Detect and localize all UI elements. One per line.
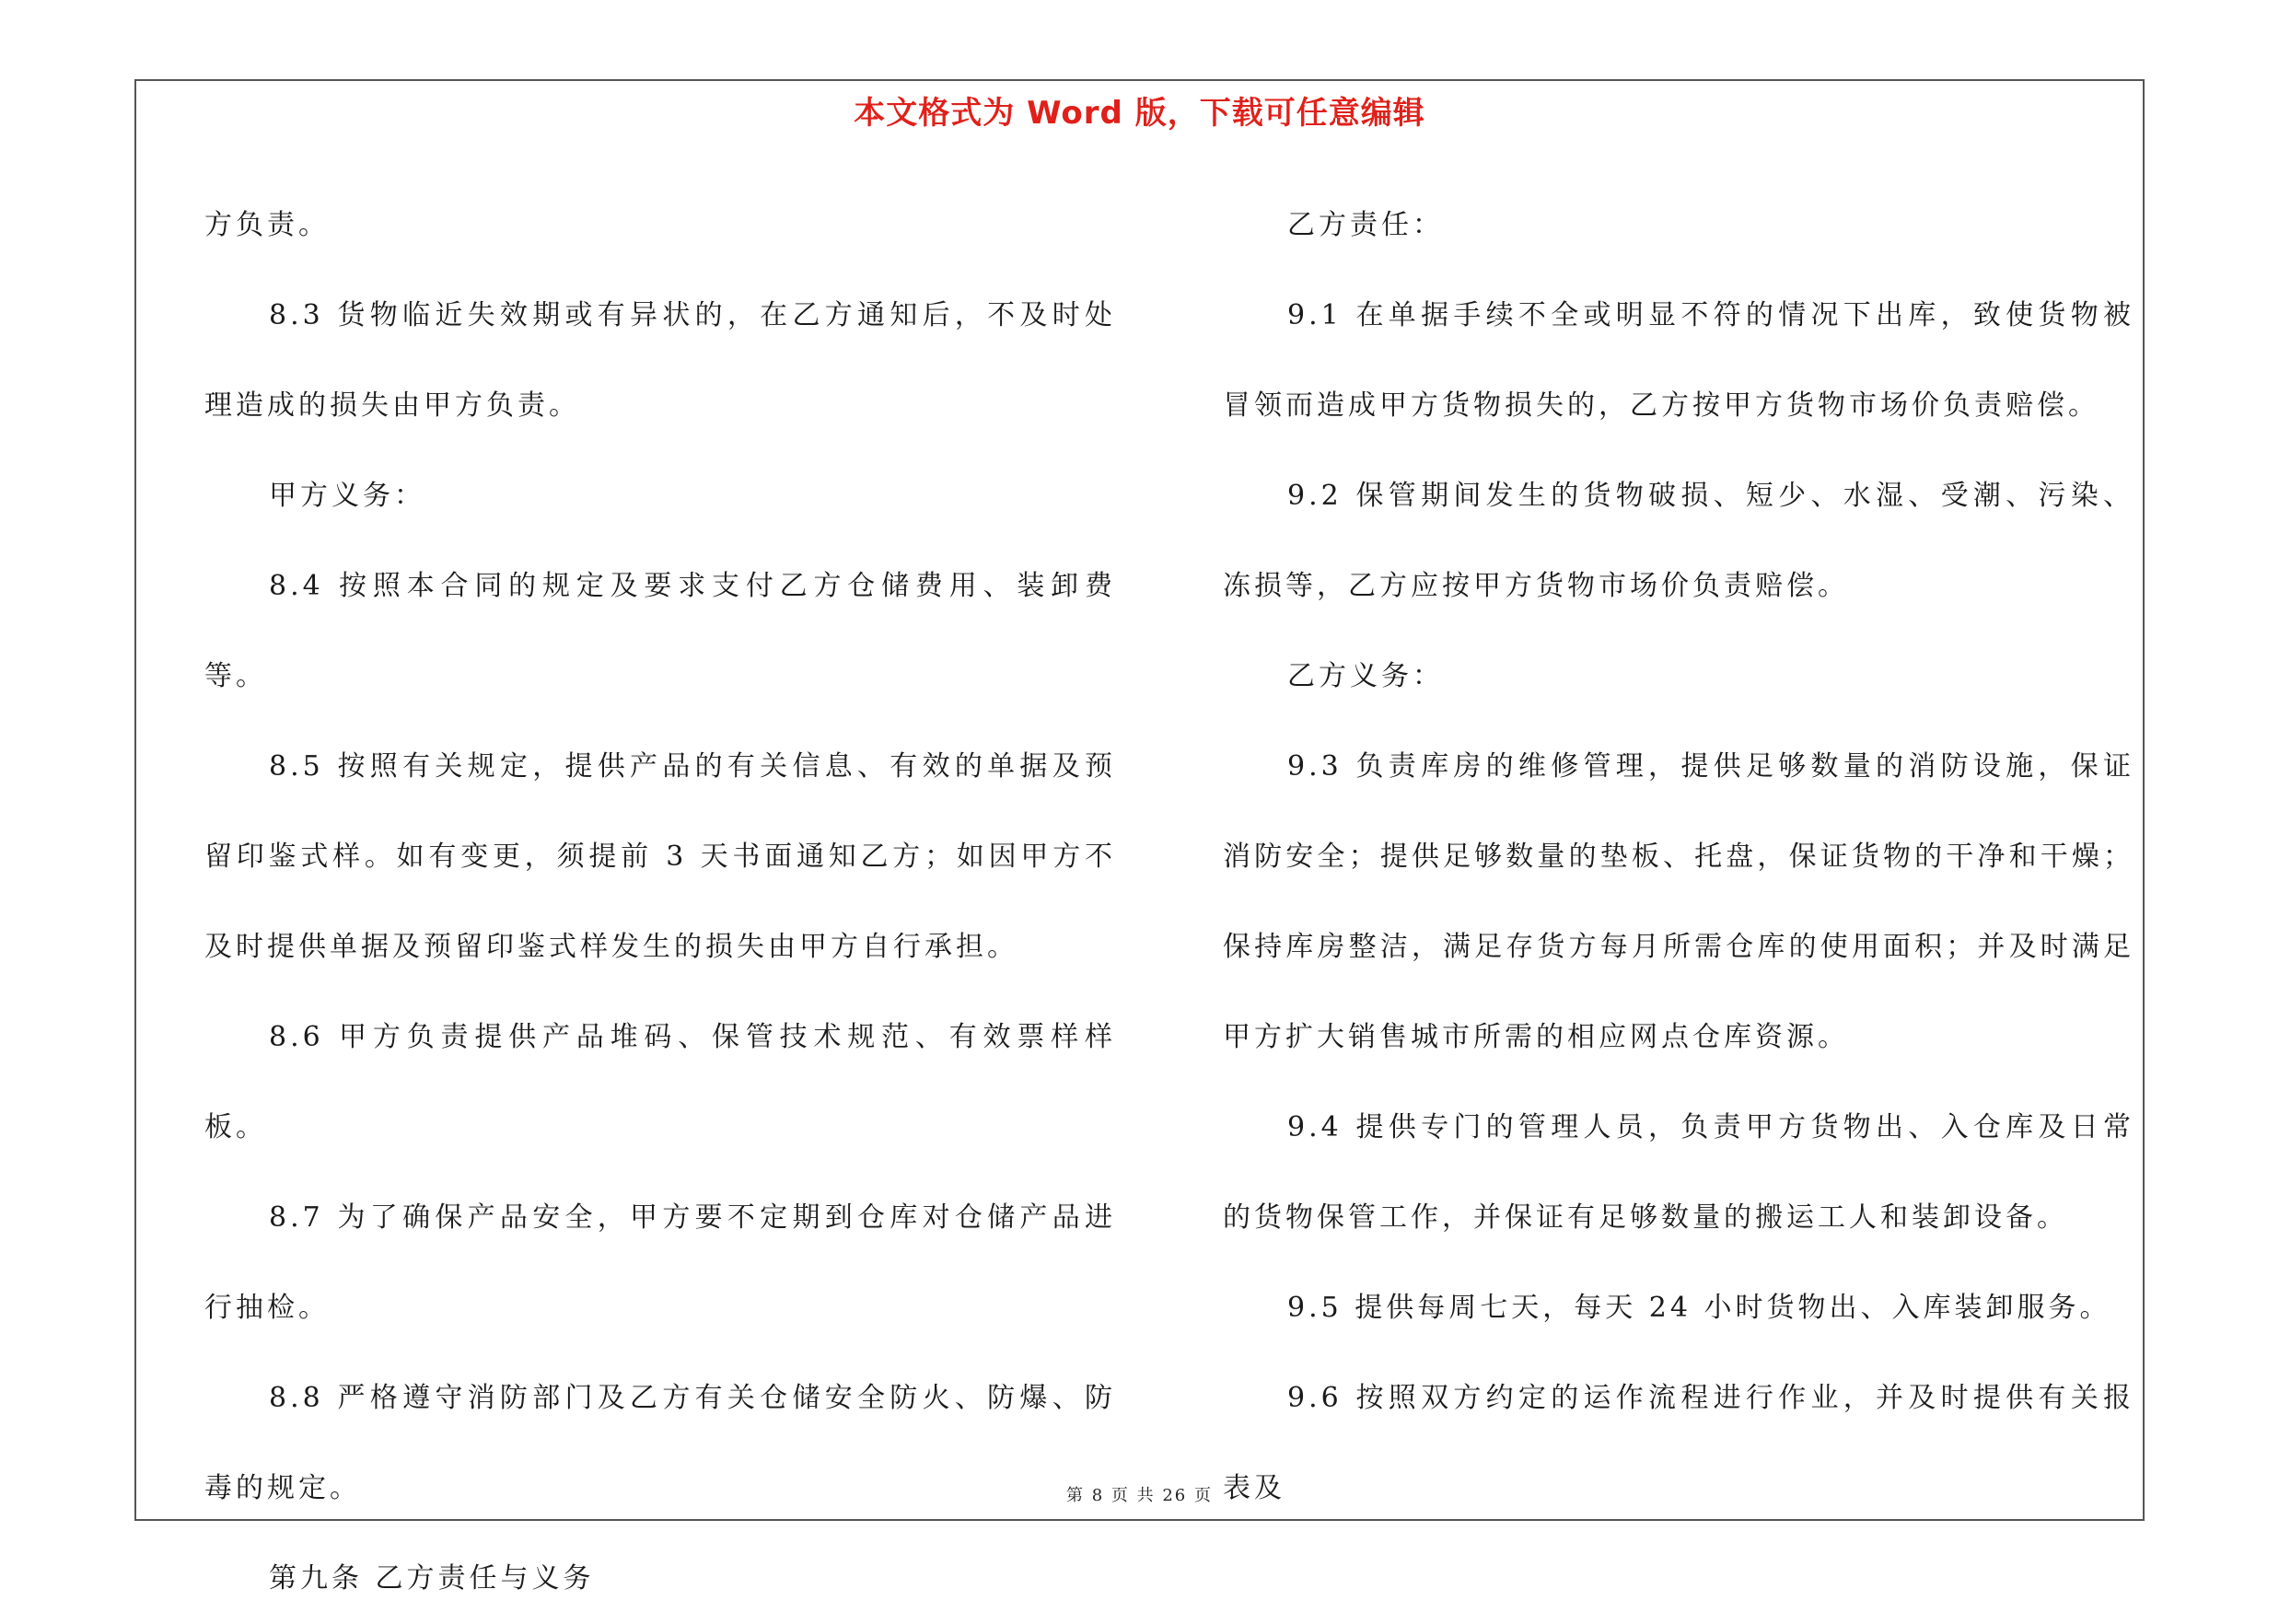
page-number-footer: 第 8 页 共 26 页 <box>1066 1486 1213 1505</box>
paragraph: 8.8 严格遵守消防部门及乙方有关仓储安全防火、防爆、防毒的规定。 <box>204 1382 1116 1504</box>
paragraph: 9.5 提供每周七天，每天 24 小时货物出、入库装卸服务。 <box>1287 1292 2111 1324</box>
paragraph: 9.3 负责库房的维修管理，提供足够数量的消防设施，保证消防安全；提供足够数量的垫板、托盘，保证货物的干净和干燥；保持库房整洁，满足存货方每月所需仓库的使用面积；并及时满足甲方扩大销售城市所需的相应网点仓库资源。 <box>1223 750 2134 1053</box>
paragraph: 第九条 乙方责任与义务 <box>269 1562 595 1595</box>
paragraph: 8.7 为了确保产品安全，甲方要不定期到仓库对仓储产品进行抽检。 <box>204 1201 1116 1324</box>
paragraph: 乙方责任： <box>1287 209 1444 241</box>
paragraph: 9.1 在单据手续不全或明显不符的情况下出库，致使货物被冒领而造成甲方货物损失的，乙方按甲方货物市场价负责赔偿。 <box>1223 299 2134 422</box>
paragraph: 8.6 甲方负责提供产品堆码、保管技术规范、有效票样样板。 <box>204 1021 1116 1143</box>
left-text-column <box>204 180 1116 1624</box>
paragraph: 9.6 按照双方约定的运作流程进行作业，并及时提供有关报表及 <box>1223 1382 2134 1504</box>
right-text-column <box>1223 180 2134 1534</box>
paragraph: 9.4 提供专门的管理人员，负责甲方货物出、入仓库及日常的货物保管工作，并保证有足够数量的搬运工人和装卸设备。 <box>1223 1111 2134 1234</box>
word-format-banner: 本文格式为 Word 版，下载可任意编辑 <box>854 95 1425 132</box>
paragraph: 8.3 货物临近失效期或有异状的，在乙方通知后，不及时处理造成的损失由甲方负责。 <box>204 299 1116 422</box>
paragraph: 8.5 按照有关规定，提供产品的有关信息、有效的单据及预留印鉴式样。如有变更，须提前 3 天书面通知乙方；如因甲方不及时提供单据及预留印鉴式样发生的损失由甲方自行承担。 <box>204 750 1116 963</box>
paragraph: 8.4 按照本合同的规定及要求支付乙方仓储费用、装卸费等。 <box>204 570 1116 692</box>
paragraph: 方负责。 <box>204 209 330 241</box>
paragraph: 甲方义务： <box>269 480 425 512</box>
paragraph: 乙方义务： <box>1287 660 1444 692</box>
paragraph: 9.2 保管期间发生的货物破损、短少、水湿、受潮、污染、冻损等，乙方应按甲方货物市场价负责赔偿。 <box>1223 480 2134 602</box>
